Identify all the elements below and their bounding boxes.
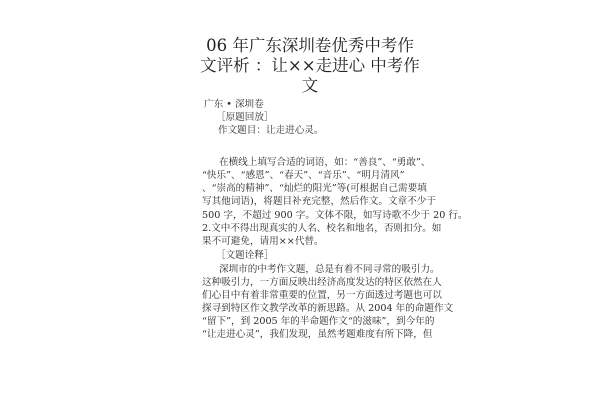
- region-label: 广东 • 深圳卷: [204, 99, 264, 110]
- prompt-line: “快乐”、“感恩”、“春天”、“音乐”、“明月清风”: [202, 170, 405, 181]
- prompt-line: 果不可避免，请用××代替。: [202, 236, 324, 247]
- prompt-line: 2.文中不得出现真实的人名、校名和地名，否则扣分。如: [202, 223, 442, 234]
- section-heading-original: ［原题回放］: [216, 112, 274, 123]
- commentary-line: “让走进心灵”，我们发现，虽然考题难度有所下降，但: [202, 329, 433, 340]
- commentary-line: 深圳市的中考作文题，总是有着不同寻常的吸引力。: [219, 264, 440, 275]
- section-heading-commentary: ［文题诠释］: [216, 250, 274, 261]
- commentary-line: 探寻到特区作文教学改革的新思路。从 2004 年的命题作文: [202, 303, 454, 314]
- commentary-line: “留下”，到 2005 年的半命题作文“的滋味”，到今年的: [202, 316, 435, 327]
- document-title-line-1: 06 年广东深圳卷优秀中考作: [206, 36, 414, 55]
- prompt-line: 500 字，不超过 900 字。文体不限，如写诗歌不少于 20 行。: [202, 210, 468, 221]
- prompt-line: 写其他词语)，将题目补充完整，然后作文。文章不少于: [202, 196, 436, 207]
- prompt-line: 、“崇高的精神”、“灿烂的阳光”等(可根据自己需要填: [202, 183, 427, 194]
- commentary-line: 们心目中有着非常重要的位置，另一方面透过考题也可以: [202, 290, 442, 301]
- document-title-line-3: 文: [301, 76, 319, 95]
- commentary-line: 这种吸引力，一方面反映出经济高度发达的特区依然在人: [202, 277, 442, 288]
- prompt-line: 在横线上填写合适的词语，如：“善良”、“勇敢”、: [219, 157, 431, 168]
- document-title-line-2: 文评析 ：让××走进心 中考作: [200, 56, 420, 75]
- prompt-title: 作文题目：让走进心灵。: [218, 125, 324, 136]
